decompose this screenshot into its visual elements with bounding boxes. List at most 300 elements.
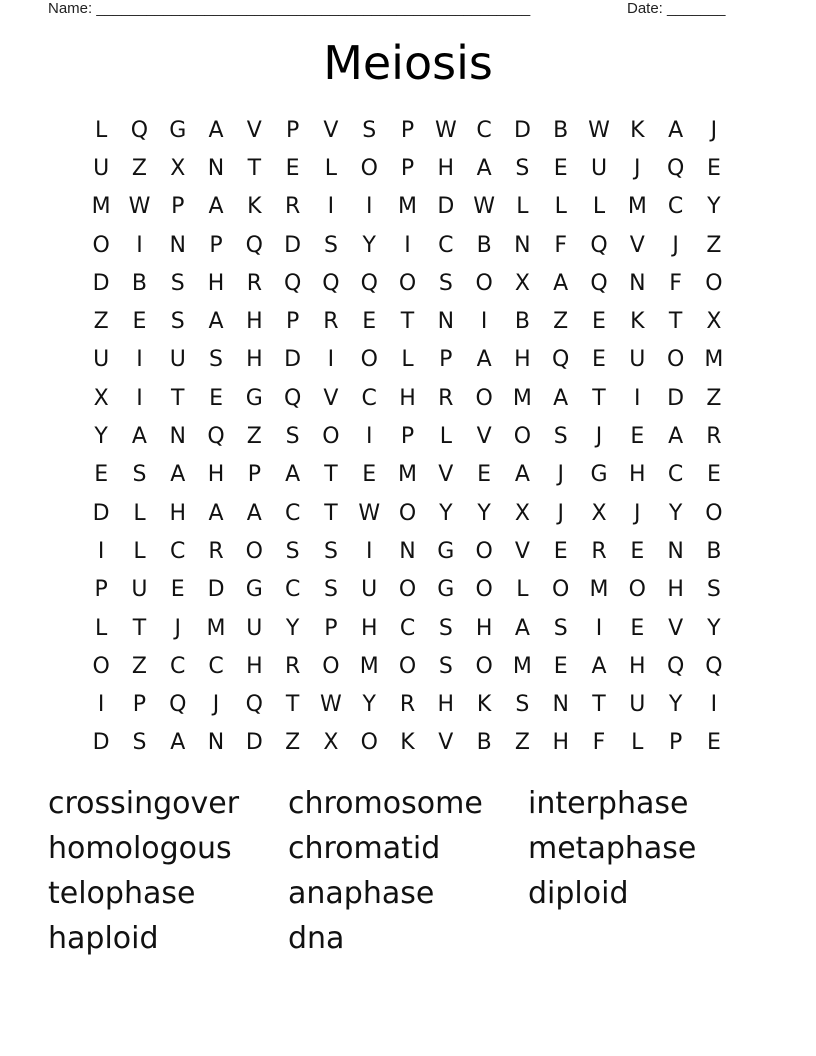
grid-letter: N (514, 232, 531, 258)
grid-letter: J (634, 155, 641, 181)
grid-letter: I (327, 194, 335, 220)
word-bank-item: telophase (48, 876, 196, 911)
grid-letter: T (132, 615, 147, 641)
grid-letter: I (136, 347, 143, 373)
grid-letter: C (361, 385, 377, 411)
grid-letter: C (170, 538, 186, 564)
grid-letter: C (438, 232, 454, 258)
grid-letter: I (365, 194, 373, 220)
grid-letter: H (629, 653, 646, 679)
grid-letter: Q (360, 270, 378, 296)
grid-letter: Z (131, 155, 147, 181)
grid-letter: W (588, 117, 610, 143)
grid-letter: M (398, 194, 418, 220)
grid-letter: C (399, 615, 416, 641)
grid-letter: Q (245, 692, 263, 718)
grid-letter: N (169, 232, 186, 258)
grid-letter: P (94, 577, 108, 603)
grid-letter: W (320, 692, 342, 718)
word-bank-item: haploid (48, 921, 159, 956)
grid-letter: O (705, 270, 723, 296)
grid-letter: Q (705, 653, 723, 679)
grid-letter: G (169, 117, 187, 143)
grid-letter: F (554, 232, 568, 258)
grid-letter: O (92, 232, 110, 258)
grid-letter: V (476, 424, 492, 450)
grid-letter: Z (93, 309, 109, 335)
grid-letter: T (592, 692, 606, 718)
grid-letter: I (136, 385, 143, 411)
grid-letter: A (208, 117, 224, 143)
grid-letter: U (361, 577, 378, 603)
grid-letter: V (246, 117, 262, 143)
grid-letter: O (322, 653, 340, 679)
grid-letter: D (92, 500, 110, 526)
grid-letter: P (439, 347, 453, 373)
grid-letter: U (629, 692, 646, 718)
grid-letter: J (557, 462, 564, 488)
grid-letter: Q (130, 117, 149, 143)
grid-letter: I (365, 424, 373, 450)
word-bank-item: chromatid (288, 831, 441, 866)
grid-letter: R (246, 270, 262, 296)
grid-letter: U (169, 347, 186, 373)
grid-letter: P (171, 194, 185, 220)
grid-letter: V (438, 730, 454, 756)
word-bank-item: metaphase (528, 831, 697, 866)
grid-letter: H (514, 347, 531, 373)
grid-letter: T (324, 500, 338, 526)
grid-letter: R (591, 538, 607, 564)
grid-letter: A (553, 385, 569, 411)
grid-letter: T (400, 309, 415, 335)
word-bank-item: dna (288, 921, 345, 956)
grid-letter: M (206, 615, 226, 641)
word-bank-item: crossingover (48, 786, 240, 821)
grid-letter: C (208, 653, 224, 679)
grid-letter: H (667, 577, 684, 603)
grid-letter: Y (707, 194, 721, 220)
grid-letter: H (629, 462, 646, 488)
grid-letter: T (592, 385, 606, 411)
grid-letter: S (362, 117, 377, 143)
grid-letter: K (247, 194, 262, 220)
grid-letter: O (398, 577, 417, 603)
grid-letter: P (285, 117, 300, 143)
grid-letter: Q (283, 385, 302, 411)
grid-letter: A (246, 500, 262, 526)
grid-letter: O (475, 538, 493, 564)
grid-letter: S (323, 232, 338, 258)
grid-letter: L (516, 577, 529, 603)
grid-letter: L (439, 424, 452, 450)
grid-letter: O (360, 730, 378, 756)
grid-letter: Q (283, 270, 302, 296)
grid-letter: T (324, 462, 338, 488)
grid-letter: P (285, 309, 300, 335)
grid-letter: J (557, 500, 564, 526)
grid-letter: N (399, 538, 416, 564)
word-bank-item: diploid (528, 876, 629, 911)
grid-letter: B (553, 117, 569, 143)
grid-letter: I (480, 309, 488, 335)
grid-letter: H (246, 653, 263, 679)
grid-letter: H (246, 309, 263, 335)
grid-letter: M (398, 462, 418, 488)
grid-letter: O (360, 347, 378, 373)
grid-letter: H (169, 500, 187, 526)
grid-letter: E (592, 347, 606, 373)
grid-letter: Q (666, 653, 685, 679)
grid-letter: S (132, 462, 147, 488)
grid-letter: U (246, 615, 263, 641)
grid-letter: U (590, 155, 608, 181)
grid-letter: Z (706, 385, 722, 411)
grid-letter: S (323, 538, 338, 564)
grid-letter: V (323, 385, 339, 411)
grid-letter: S (438, 270, 453, 296)
grid-letter: L (401, 347, 414, 373)
grid-letter: R (399, 692, 416, 718)
grid-letter: L (133, 500, 146, 526)
grid-letter: I (365, 538, 373, 564)
grid-letter: E (630, 424, 645, 450)
grid-letter: R (284, 194, 301, 220)
grid-letter: E (170, 577, 185, 603)
grid-letter: S (515, 155, 530, 181)
grid-letter: P (324, 615, 338, 641)
grid-letter: E (362, 462, 377, 488)
grid-letter: W (128, 194, 151, 220)
grid-letter: Z (246, 424, 262, 450)
grid-letter: L (133, 538, 146, 564)
grid-letter: L (631, 730, 644, 756)
grid-letter: E (553, 155, 568, 181)
grid-letter: I (136, 232, 143, 258)
grid-letter: S (170, 270, 185, 296)
date-field (627, 0, 725, 18)
grid-letter: S (706, 577, 721, 603)
grid-letter: L (95, 117, 108, 143)
grid-letter: Q (169, 692, 187, 718)
grid-letter: Z (285, 730, 301, 756)
grid-letter: X (514, 500, 530, 526)
grid-letter: S (170, 309, 185, 335)
name-label: Name: (48, 0, 93, 17)
grid-letter: S (285, 424, 300, 450)
grid-letter: N (207, 155, 225, 181)
grid-letter: Y (94, 424, 108, 450)
grid-letter: E (706, 462, 721, 488)
grid-letter: X (706, 309, 722, 335)
grid-letter: R (438, 385, 454, 411)
grid-letter: S (515, 692, 530, 718)
grid-letter: Y (707, 615, 721, 641)
grid-letter: W (473, 194, 495, 220)
grid-letter: D (284, 232, 302, 258)
grid-letter: B (476, 730, 492, 756)
grid-letter: X (323, 730, 339, 756)
grid-letter: M (512, 385, 532, 411)
grid-letter: A (476, 347, 492, 373)
grid-letter: E (362, 309, 377, 335)
grid-letter: I (97, 538, 105, 564)
grid-letter: N (437, 309, 455, 335)
grid-letter: J (595, 424, 603, 450)
grid-letter: S (553, 615, 568, 641)
grid-letter: D (284, 347, 302, 373)
grid-letter: O (398, 270, 417, 296)
page-title: Meiosis (323, 36, 493, 90)
grid-letter: N (207, 730, 225, 756)
grid-letter: C (284, 577, 301, 603)
name-blank: ____________________________________________________ (96, 0, 531, 17)
grid-letter: V (629, 232, 645, 258)
grid-letter: J (634, 500, 641, 526)
grid-letter: Q (590, 270, 608, 296)
grid-letter: K (476, 692, 492, 718)
grid-letter: D (92, 730, 110, 756)
grid-letter: S (323, 577, 338, 603)
grid-letter: K (630, 117, 645, 143)
grid-letter: U (93, 347, 110, 373)
grid-letter: J (174, 615, 181, 641)
grid-letter: E (592, 309, 606, 335)
grid-letter: H (207, 462, 225, 488)
grid-letter: O (513, 424, 532, 450)
grid-letter: D (513, 117, 531, 143)
grid-letter: I (634, 385, 641, 411)
grid-letter: A (553, 270, 569, 296)
grid-letter: K (630, 309, 645, 335)
grid-letter: F (669, 270, 682, 296)
grid-letter: X (591, 500, 607, 526)
grid-letter: E (132, 309, 147, 335)
grid-letter: L (516, 194, 529, 220)
grid-letter: S (132, 730, 147, 756)
grid-letter: D (667, 385, 685, 411)
grid-letter: P (209, 232, 223, 258)
grid-letter: E (477, 462, 492, 488)
grid-letter: O (552, 577, 570, 603)
grid-letter: O (245, 538, 263, 564)
grid-letter: I (595, 615, 603, 641)
grid-letter: Z (553, 309, 569, 335)
grid-letter: J (710, 117, 718, 143)
grid-letter: A (476, 155, 492, 181)
grid-letter: V (323, 117, 339, 143)
grid-letter: S (209, 347, 224, 373)
grid-letter: P (247, 462, 261, 488)
grid-letter: O (398, 653, 417, 679)
word-bank-item: interphase (528, 786, 689, 821)
grid-letter: X (93, 385, 109, 411)
grid-letter: P (400, 424, 415, 450)
grid-letter: I (404, 232, 411, 258)
grid-letter: B (476, 232, 492, 258)
grid-letter: B (131, 270, 147, 296)
grid-letter: Z (514, 730, 530, 756)
grid-letter: E (706, 155, 721, 181)
grid-letter: K (400, 730, 415, 756)
grid-letter: T (285, 692, 300, 718)
grid-letter: R (706, 424, 722, 450)
grid-letter: T (171, 385, 185, 411)
grid-letter: A (170, 730, 186, 756)
word-bank-item: chromosome (288, 786, 483, 821)
grid-letter: Y (285, 615, 300, 641)
grid-letter: D (437, 194, 455, 220)
grid-letter: B (514, 309, 530, 335)
grid-letter: Q (245, 232, 263, 258)
grid-letter: H (552, 730, 569, 756)
grid-letter: D (92, 270, 110, 296)
grid-letter: A (208, 309, 224, 335)
word-bank-item: anaphase (288, 876, 435, 911)
grid-letter: R (284, 653, 301, 679)
grid-letter: M (512, 653, 532, 679)
grid-letter: P (668, 730, 683, 756)
grid-letter: T (668, 309, 683, 335)
grid-letter: M (627, 194, 647, 220)
grid-letter: Y (362, 692, 376, 718)
grid-letter: O (398, 500, 417, 526)
grid-letter: E (553, 653, 568, 679)
grid-letter: Q (590, 232, 608, 258)
grid-letter: B (706, 538, 722, 564)
grid-letter: A (591, 653, 607, 679)
date-blank: _______ (667, 0, 726, 17)
grid-letter: Q (666, 155, 685, 181)
grid-letter: N (629, 270, 646, 296)
grid-letter: A (668, 117, 684, 143)
grid-letter: M (589, 577, 609, 603)
grid-letter: C (476, 117, 492, 143)
grid-letter: I (97, 692, 105, 718)
grid-letter: A (514, 462, 530, 488)
grid-letter: M (91, 194, 111, 220)
grid-letter: Z (706, 232, 722, 258)
word-bank-item: homologous (48, 831, 232, 866)
grid-letter: Q (207, 424, 225, 450)
grid-letter: H (475, 615, 493, 641)
grid-letter: M (359, 653, 379, 679)
grid-letter: Y (477, 500, 491, 526)
grid-letter: H (360, 615, 378, 641)
grid-letter: I (710, 692, 718, 718)
grid-letter: S (553, 424, 568, 450)
grid-letter: O (628, 577, 646, 603)
grid-letter: A (170, 462, 186, 488)
grid-letter: N (667, 538, 684, 564)
grid-letter: E (94, 462, 109, 488)
date-label: Date: (627, 0, 663, 17)
grid-letter: O (666, 347, 685, 373)
grid-letter: R (323, 309, 339, 335)
grid-letter: C (170, 653, 186, 679)
grid-letter: M (704, 347, 724, 373)
grid-letter: P (400, 117, 415, 143)
name-field (48, 0, 530, 18)
grid-letter: H (437, 692, 455, 718)
grid-letter: E (630, 615, 645, 641)
grid-letter: L (592, 194, 606, 220)
grid-letter: E (209, 385, 223, 411)
grid-letter: Y (439, 500, 453, 526)
grid-letter: O (360, 155, 378, 181)
grid-letter: X (170, 155, 186, 181)
grid-letter: U (93, 155, 110, 181)
grid-letter: H (207, 270, 225, 296)
grid-letter: J (672, 232, 679, 258)
grid-letter: O (322, 424, 340, 450)
grid-letter: A (285, 462, 301, 488)
grid-letter: E (553, 538, 568, 564)
grid-letter: W (434, 117, 457, 143)
grid-letter: D (207, 577, 225, 603)
grid-letter: N (169, 424, 186, 450)
grid-letter: C (284, 500, 301, 526)
grid-letter: O (475, 270, 493, 296)
grid-letter: O (92, 653, 110, 679)
grid-letter: D (245, 730, 263, 756)
grid-letter: P (132, 692, 147, 718)
grid-letter: A (208, 194, 224, 220)
grid-letter: C (667, 194, 684, 220)
grid-letter: N (552, 692, 569, 718)
grid-letter: A (131, 424, 147, 450)
grid-letter: F (592, 730, 606, 756)
grid-letter: U (131, 577, 148, 603)
grid-letter: A (208, 500, 224, 526)
grid-letter: E (630, 538, 645, 564)
grid-letter: H (437, 155, 455, 181)
grid-letter: O (475, 577, 493, 603)
grid-letter: O (705, 500, 723, 526)
grid-letter: Q (552, 347, 570, 373)
grid-letter: L (95, 615, 108, 641)
grid-letter: I (327, 347, 335, 373)
grid-letter: T (247, 155, 262, 181)
grid-letter: G (437, 538, 455, 564)
grid-letter: Z (131, 653, 147, 679)
grid-letter: S (438, 615, 453, 641)
grid-letter: L (324, 155, 338, 181)
grid-letter: S (285, 538, 300, 564)
grid-letter: L (554, 194, 567, 220)
grid-letter: H (246, 347, 263, 373)
grid-letter: U (629, 347, 646, 373)
grid-letter: G (245, 385, 263, 411)
grid-letter: V (514, 538, 530, 564)
grid-letter: E (285, 155, 300, 181)
letter-grid (82, 111, 733, 762)
grid-letter: J (212, 692, 220, 718)
grid-letter: R (208, 538, 224, 564)
grid-letter: O (475, 653, 493, 679)
grid-letter: C (667, 462, 684, 488)
grid-letter: V (438, 462, 454, 488)
grid-letter: H (399, 385, 416, 411)
word-bank (48, 781, 768, 961)
grid-letter: G (590, 462, 608, 488)
grid-letter: G (245, 577, 263, 603)
grid-letter: P (400, 155, 415, 181)
grid-letter: Y (668, 500, 683, 526)
grid-letter: V (668, 615, 684, 641)
grid-letter: Q (322, 270, 340, 296)
grid-letter: Y (362, 232, 376, 258)
